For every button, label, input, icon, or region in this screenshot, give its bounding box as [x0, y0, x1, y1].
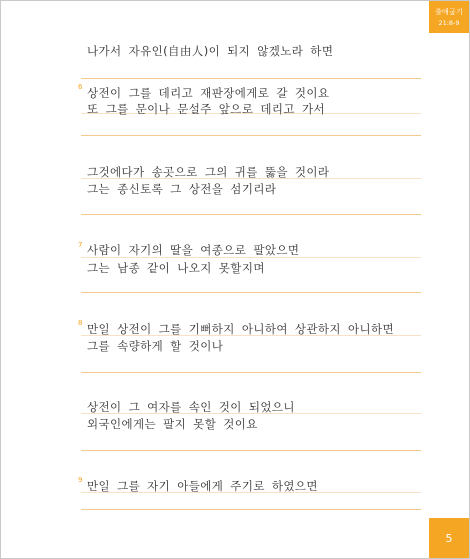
text-line: 상전이 그를 데리고 재판장에게로 갈 것이요 [87, 86, 330, 100]
text-line: 외국인에게는 팔지 못할 것이요 [87, 417, 258, 431]
writing-rule [81, 413, 421, 414]
page-number: 5 [429, 518, 469, 558]
verse-number: 8 [78, 319, 83, 327]
text-line: 그것에다가 송곳으로 그의 귀를 뚫을 것이라 [87, 165, 330, 179]
verse-number: 9 [78, 476, 83, 484]
text-line: 나가서 자유인(自由人)이 되지 않겠노라 하면 [87, 44, 334, 58]
writing-rule [81, 135, 421, 136]
writing-rule [81, 292, 421, 293]
text-line: 그는 종신토록 그 상전을 섬기리라 [87, 182, 277, 196]
writing-rule [81, 257, 421, 258]
text-line: 사람이 자기의 딸을 여종으로 팔았으면 [87, 243, 300, 257]
text-line: 만일 상전이 그를 기뻐하지 아니하여 상관하지 아니하면 [87, 322, 395, 336]
text-line: 상전이 그 여자를 속인 것이 되었으니 [87, 400, 295, 414]
verse-number: 7 [78, 241, 83, 249]
book-title: 출애굽기 [435, 8, 463, 16]
text-line: 또 그를 문이나 문설주 앞으로 데리고 가서 [87, 102, 325, 116]
text-line: 만일 그를 자기 아들에게 주기로 하였으면 [87, 479, 318, 493]
chapter-range: 21:8-9 [438, 19, 460, 27]
chapter-tab [429, 1, 469, 33]
writing-rule [81, 335, 421, 336]
writing-rule [81, 78, 421, 79]
writing-rule [81, 372, 421, 373]
writing-rule [81, 509, 421, 510]
verse-number: 6 [78, 83, 83, 91]
writing-rule [81, 492, 421, 493]
text-line: 그를 속량하게 할 것이나 [87, 339, 224, 353]
writing-rule [81, 178, 421, 179]
writing-rule [81, 450, 421, 451]
text-line: 그는 남종 같이 나오지 못할지며 [87, 261, 265, 275]
writing-rule [81, 214, 421, 215]
